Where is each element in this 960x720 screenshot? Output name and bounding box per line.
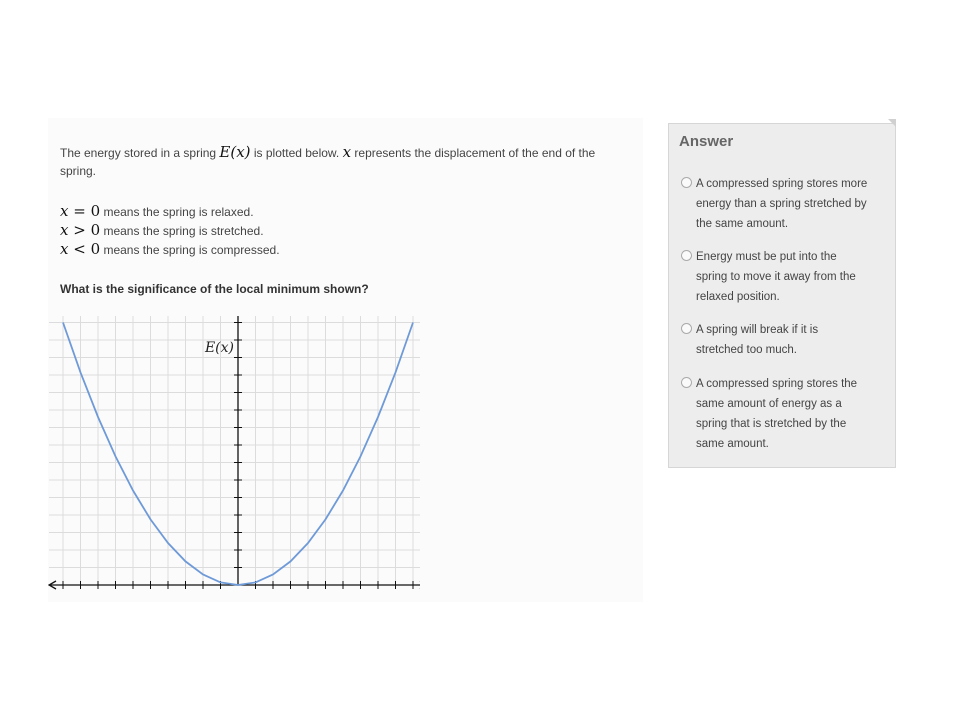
question-panel: [48, 118, 643, 602]
answer-option-2[interactable]: [681, 247, 891, 307]
answer-option-1[interactable]: [681, 174, 891, 234]
radio-button[interactable]: [681, 177, 692, 188]
radio-button[interactable]: [681, 250, 692, 261]
option-line: A spring will break if it is: [696, 324, 819, 336]
option-line: Energy must be put into the: [696, 251, 837, 263]
question-line-1: The energy stored in a spring E(x) is plotted below. x represents the displacement of the end of the: [60, 143, 596, 161]
condition-relaxed: x = 0 means the spring is relaxed.: [60, 202, 254, 220]
question-line-2: spring.: [60, 164, 97, 178]
answer-title: Answer: [679, 133, 734, 150]
question-prompt: What is the significance of the local minimum shown?: [60, 282, 369, 296]
energy-graph: [48, 316, 420, 602]
option-line: the same amount.: [696, 218, 789, 230]
y-axis-label: E(x): [204, 340, 234, 356]
condition-compressed: x < 0 means the spring is compressed.: [60, 240, 280, 258]
radio-button[interactable]: [681, 323, 692, 334]
radio-button[interactable]: [681, 377, 692, 388]
condition-stretched: x > 0 means the spring is stretched.: [60, 221, 264, 239]
graph-grid: [49, 316, 420, 585]
answer-option-3[interactable]: [681, 320, 891, 360]
answer-option-4[interactable]: [681, 374, 891, 454]
option-line: same amount of energy as a: [696, 398, 842, 410]
option-line: energy than a spring stretched by: [696, 198, 867, 210]
option-line: same amount.: [696, 438, 769, 450]
graph-axes: [49, 316, 420, 589]
option-line: spring to move it away from the: [696, 271, 856, 283]
option-line: relaxed position.: [696, 291, 780, 303]
option-line: A compressed spring stores the: [696, 378, 858, 390]
option-line: A compressed spring stores more: [696, 178, 868, 190]
answer-panel: [668, 123, 896, 468]
x-variable-math: x: [342, 143, 352, 161]
energy-function-math: E(x): [219, 143, 251, 161]
option-line: stretched too much.: [696, 344, 797, 356]
blank-area: [643, 468, 913, 602]
resize-corner-icon: [888, 119, 898, 129]
option-line: spring that is stretched by the: [696, 418, 847, 430]
